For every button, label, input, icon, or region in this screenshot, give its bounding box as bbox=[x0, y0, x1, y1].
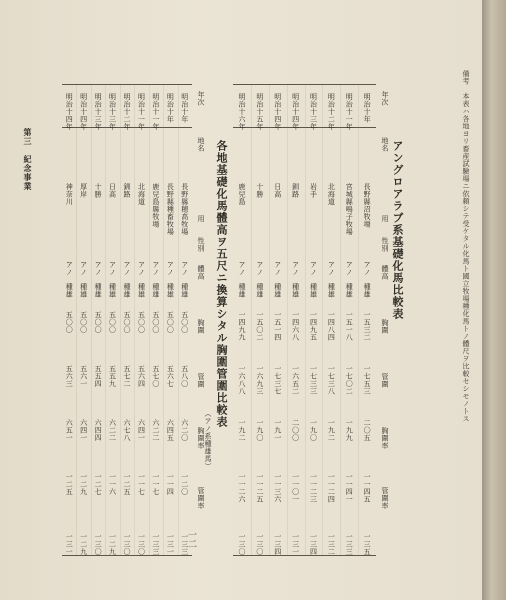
table2-cell-cannon_rate: 一三一 bbox=[65, 533, 74, 556]
table2-cell-cannon_rate: 一三〇 bbox=[137, 533, 146, 556]
table1-cell-years: 明治十四年 bbox=[291, 93, 300, 131]
table2-cell-use: アノ bbox=[180, 261, 189, 276]
table2-cell-cannon: 六二二 bbox=[151, 419, 160, 442]
table2 bbox=[62, 84, 205, 556]
table2-title: 各地基礎化馬體高ヲ五尺ニ換算シタル胸圍管圍比較表 bbox=[215, 140, 228, 428]
table2-cell-places: 厚岸 bbox=[79, 183, 88, 198]
table2-cell-sex: 種雄 bbox=[180, 283, 189, 298]
table1-cell-years: 明治十六年 bbox=[237, 93, 246, 131]
table1-title: アングロアラブ系基礎化馬比較表 bbox=[391, 140, 404, 320]
table1-cell-places: 釧路 bbox=[291, 183, 300, 198]
table2-cell-places: 長野縣穂高牧場 bbox=[180, 183, 189, 236]
table1-cell-cannon: 一九一 bbox=[273, 419, 282, 442]
table2-col-divider bbox=[91, 85, 92, 555]
table1-col-divider bbox=[269, 85, 270, 555]
table1-cell-girth: 一六九三 bbox=[255, 365, 264, 395]
table2-cell-cannon: 六七八 bbox=[123, 419, 131, 442]
table1-cell-cannon_rate: 一三四 bbox=[273, 533, 282, 556]
table1-cell-places: 宮城縣鳴子牧場 bbox=[345, 183, 354, 236]
table2-cell-cannon_rate: 一三〇 bbox=[94, 533, 103, 556]
table1-cell-sex: 種雄 bbox=[309, 283, 318, 298]
table1-cell-places: 十勝 bbox=[255, 183, 264, 198]
table1-cell-places: 日高 bbox=[273, 183, 282, 198]
table1-cell-use: アノ bbox=[291, 261, 300, 276]
table2-cell-girth: 五六七 bbox=[166, 365, 175, 388]
table2-cell-height: 五〇〇 bbox=[137, 311, 146, 334]
table2-cell-use: アノ bbox=[166, 261, 175, 276]
table2-cell-sex: 種雄 bbox=[79, 283, 88, 298]
table1-cell-girth_rate: 一一四五 bbox=[363, 473, 372, 503]
table2-cell-girth_rate: 一一七 bbox=[137, 473, 146, 496]
table1-header-7: 胸圍率 bbox=[381, 427, 389, 450]
table2-cell-years: 明治十四年 bbox=[65, 93, 74, 131]
table2-cell-height: 五〇〇 bbox=[123, 311, 131, 334]
table2-col-divider bbox=[120, 85, 121, 555]
table1-cell-sex: 種雄 bbox=[237, 283, 246, 298]
table1-cell-girth: 一七五三 bbox=[363, 365, 372, 395]
table2-cell-use: アノ bbox=[94, 261, 103, 276]
table2-cell-girth: 五八〇 bbox=[180, 365, 189, 388]
table1-cell-girth: 一六八八 bbox=[237, 365, 246, 395]
table2-cell-girth_rate: 一一四 bbox=[166, 473, 175, 496]
table2-cell-cannon: 六四一 bbox=[79, 419, 88, 442]
table1-cell-cannon: 一九〇 bbox=[255, 419, 264, 442]
table2-cell-use: アノ bbox=[108, 261, 117, 276]
table2-cell-cannon_rate: 一三一 bbox=[166, 533, 175, 556]
table1-cell-girth_rate: 一一三六 bbox=[273, 473, 282, 503]
table1-cell-years: 明治十二年 bbox=[327, 93, 336, 131]
table2-cell-cannon_rate: 一三三 bbox=[151, 533, 160, 556]
table2-cell-sex: 種雄 bbox=[137, 283, 146, 298]
table1-cell-use: アノ bbox=[255, 261, 264, 276]
table1-cell-girth_rate: 一一〇一 bbox=[291, 473, 300, 503]
table1-cell-girth: 一六五二 bbox=[291, 365, 300, 395]
table2-header-6: 管圍 bbox=[197, 373, 205, 388]
table1-cell-girth_rate: 一一二五 bbox=[255, 473, 264, 503]
table2-cell-places: 十勝 bbox=[94, 183, 103, 198]
table2-cell-sex: 種雄 bbox=[166, 283, 175, 298]
table1-cell-cannon: 一九九 bbox=[345, 419, 354, 442]
table1-cell-sex: 種雄 bbox=[363, 283, 372, 298]
table2-header-7: 胸圍率 bbox=[197, 427, 205, 450]
table1-cell-years: 明治十四年 bbox=[273, 93, 282, 131]
table1-cell-years: 明治十三年 bbox=[309, 93, 318, 131]
table2-header-3: 性別 bbox=[197, 237, 205, 252]
table2-cell-height: 五〇〇 bbox=[94, 311, 103, 334]
table2-cell-use: アノ bbox=[65, 261, 74, 276]
table1-cell-height: 一四九九 bbox=[237, 311, 246, 341]
table2-header-4: 體高 bbox=[197, 265, 205, 280]
remark-note: 備考 本表ハ各地ヨリ畜産試驗場ニ依頼シテ受ケタル化馬ト國立牧場種化馬トノ體尺ヲ比較セシモノトス bbox=[462, 70, 470, 423]
table2-col-divider bbox=[105, 85, 106, 555]
table2-cell-girth_rate: 一二五 bbox=[123, 473, 131, 496]
table2-cell-years: 明治十三年 bbox=[108, 93, 117, 131]
table1-cell-cannon: 二〇〇 bbox=[291, 419, 300, 442]
table1-header-8: 管圍率 bbox=[381, 487, 389, 510]
table1-cell-cannon_rate: 一三二 bbox=[327, 533, 336, 556]
page-number: 一二 bbox=[186, 530, 196, 548]
table1-cell-years: 明治十五年 bbox=[255, 93, 264, 131]
table2-cell-cannon_rate: 一二九 bbox=[79, 533, 88, 556]
table1-cell-places: 鹿兒島 bbox=[237, 183, 246, 206]
table2-header-0: 年次 bbox=[197, 91, 205, 106]
table2-cell-girth: 五六四 bbox=[137, 365, 146, 388]
table1-header-0: 年次 bbox=[381, 91, 389, 106]
table1-cell-sex: 種雄 bbox=[327, 283, 336, 298]
table1-header-4: 體高 bbox=[381, 265, 389, 280]
table1-cell-sex: 種雄 bbox=[273, 283, 282, 298]
table1-cell-use: アノ bbox=[345, 261, 354, 276]
table1-cell-sex: 種雄 bbox=[345, 283, 354, 298]
table1-cell-girth: 一七三七 bbox=[273, 365, 282, 395]
table1-col-divider bbox=[340, 85, 341, 555]
table2-header-5: 胸圍 bbox=[197, 319, 205, 334]
table1-header-6: 管圍 bbox=[381, 373, 389, 388]
table2-col-divider bbox=[178, 85, 179, 555]
table2-cell-years: 明治十一年 bbox=[151, 93, 160, 131]
table2-cell-cannon: 六二二 bbox=[108, 419, 117, 442]
table1-cell-height: 一五一八 bbox=[345, 311, 354, 341]
table1-cell-years: 明治十年 bbox=[363, 93, 372, 123]
table2-cell-cannon_rate: 一三三 bbox=[180, 533, 189, 556]
table1-cell-height: 一五〇二 bbox=[255, 311, 264, 341]
table2-cell-height: 五〇〇 bbox=[65, 311, 74, 334]
table2-cell-years: 明治十年 bbox=[166, 93, 175, 123]
table1-cell-cannon: 一九二 bbox=[237, 419, 246, 442]
table2-cell-girth_rate: 一二九 bbox=[79, 473, 88, 496]
table2-cell-girth_rate: 一二五 bbox=[65, 473, 74, 496]
table2-cell-girth_rate: 一一六 bbox=[108, 473, 117, 496]
table2-cell-cannon: 六四四 bbox=[94, 419, 103, 442]
table2-cell-girth_rate: 一二七 bbox=[94, 473, 103, 496]
table2-cell-years: 明治十一年 bbox=[137, 93, 146, 131]
table2-cell-girth: 五六三 bbox=[65, 365, 74, 388]
table2-cell-sex: 種雄 bbox=[65, 283, 74, 298]
table2-cell-years: 明治十年 bbox=[180, 93, 189, 123]
table1-col-divider bbox=[322, 85, 323, 555]
table1-cell-girth: 一七三三 bbox=[309, 365, 318, 395]
table1-cell-sex: 種雄 bbox=[291, 283, 300, 298]
table2-cell-places: 長野縣種畜牧場 bbox=[166, 183, 175, 236]
table1-col-divider bbox=[287, 85, 288, 555]
table1-cell-use: アノ bbox=[363, 261, 372, 276]
table1 bbox=[233, 84, 389, 556]
table1-cell-height: 一五一四 bbox=[273, 311, 282, 341]
table2-cell-places: 日高 bbox=[108, 183, 117, 198]
table2-cell-height: 五〇〇 bbox=[151, 311, 160, 334]
table2-cell-use: アノ bbox=[137, 261, 146, 276]
table1-cell-years: 明治十一年 bbox=[345, 93, 354, 131]
table1-cell-use: アノ bbox=[309, 261, 318, 276]
table1-cell-use: アノ bbox=[327, 261, 336, 276]
table2-cell-height: 五〇〇 bbox=[180, 311, 189, 334]
table1-cell-sex: 種雄 bbox=[255, 283, 264, 298]
table2-cell-height: 五〇〇 bbox=[79, 311, 88, 334]
table2-col-divider bbox=[149, 85, 150, 555]
table1-cell-cannon_rate: 一三〇 bbox=[255, 533, 264, 556]
table2-cell-height: 五〇〇 bbox=[166, 311, 175, 334]
table2-cell-places: 鹿兒島縣牧場 bbox=[151, 183, 160, 228]
table2-cell-places: 釧路 bbox=[123, 183, 131, 198]
table1-col-divider bbox=[251, 85, 252, 555]
table1-cell-cannon_rate: 一三三 bbox=[345, 533, 354, 556]
table2-cell-places: 北海道 bbox=[137, 183, 146, 206]
table2-header-8: 管圍率 bbox=[197, 487, 205, 510]
table1-cell-girth_rate: 一一二三 bbox=[309, 473, 318, 503]
table1-col-divider bbox=[358, 85, 359, 555]
table2-cell-cannon: 六四一 bbox=[137, 419, 146, 442]
table2-cell-years: 明治十四年 bbox=[79, 93, 88, 131]
table1-header-2: 用 bbox=[381, 215, 389, 223]
table1-cell-places: 長野縣沼牧場 bbox=[363, 183, 372, 228]
table2-cell-places: 神奈川 bbox=[65, 183, 74, 206]
table1-cell-height: 一四八四 bbox=[327, 311, 336, 341]
table2-header-2: 用 bbox=[197, 215, 205, 223]
table2-cell-girth: 五五四 bbox=[94, 365, 103, 388]
table2-cell-girth: 五六一 bbox=[79, 365, 88, 388]
table2-cell-cannon: 六五一 bbox=[65, 419, 74, 442]
table1-cell-places: 岩手 bbox=[309, 183, 318, 198]
table1-cell-girth_rate: 一一二六 bbox=[237, 473, 246, 503]
table2-col-divider bbox=[134, 85, 135, 555]
table1-col-divider bbox=[305, 85, 306, 555]
table2-cell-height: 五〇〇 bbox=[108, 311, 117, 334]
table1-cell-cannon_rate: 一三五 bbox=[363, 533, 372, 556]
table2-cell-years: 明治十三年 bbox=[94, 93, 103, 131]
table2-cell-sex: 種雄 bbox=[151, 283, 160, 298]
table2-cell-sex: 種雄 bbox=[108, 283, 117, 298]
table1-cell-girth_rate: 一一二四 bbox=[327, 473, 336, 503]
table1-cell-height: 一四九五 bbox=[309, 311, 318, 341]
table1-cell-cannon_rate: 一三四 bbox=[309, 533, 318, 556]
table2-cell-girth: 五七〇 bbox=[151, 365, 160, 388]
table2-col-divider bbox=[76, 85, 77, 555]
table2-col-divider bbox=[163, 85, 164, 555]
table1-header-5: 胸圍 bbox=[381, 319, 389, 334]
table1-cell-cannon: 一九〇 bbox=[309, 419, 318, 442]
table2-cell-cannon_rate: 一三〇 bbox=[123, 533, 131, 556]
table2-cell-girth_rate: 一一七 bbox=[151, 473, 160, 496]
table1-cell-use: アノ bbox=[273, 261, 282, 276]
table1-cell-use: アノ bbox=[237, 261, 246, 276]
table2-cell-sex: 種雄 bbox=[94, 283, 103, 298]
table1-cell-girth_rate: 一一四一 bbox=[345, 473, 354, 503]
table1-cell-height: 一五三二 bbox=[363, 311, 372, 341]
table2-header-1: 地名 bbox=[197, 137, 205, 152]
table2-cell-girth: 五五九 bbox=[108, 365, 117, 388]
table1-cell-cannon: 二〇五 bbox=[363, 419, 372, 442]
table2-subtitle: （アノ系種雄馬） bbox=[204, 410, 212, 470]
table2-cell-girth: 五七二 bbox=[123, 365, 131, 388]
table2-cell-sex: 種雄 bbox=[123, 283, 131, 298]
table1-cell-cannon_rate: 一三〇 bbox=[237, 533, 246, 556]
table2-cell-cannon_rate: 一二九 bbox=[108, 533, 117, 556]
table1-cell-girth: 一七〇二 bbox=[345, 365, 354, 395]
table1-cell-girth: 一七三八 bbox=[327, 365, 336, 395]
table2-cell-girth_rate: 一二〇 bbox=[180, 473, 189, 496]
table1-cell-height: 一四六八 bbox=[291, 311, 300, 341]
table1-cell-cannon_rate: 一三一 bbox=[291, 533, 300, 556]
table1-cell-places: 北海道 bbox=[327, 183, 336, 206]
table2-cell-cannon: 六二〇 bbox=[180, 419, 189, 442]
table1-cell-cannon: 一九二 bbox=[327, 419, 336, 442]
table2-cell-use: アノ bbox=[151, 261, 160, 276]
table2-cell-use: アノ bbox=[79, 261, 88, 276]
table2-cell-use: アノ bbox=[123, 261, 131, 276]
table1-header-1: 地名 bbox=[381, 137, 389, 152]
table1-header-3: 性別 bbox=[381, 237, 389, 252]
table2-cell-cannon: 六四五 bbox=[166, 419, 175, 442]
book-spine-shadow bbox=[482, 0, 506, 600]
running-head: 第三 紀念事業 bbox=[23, 128, 33, 191]
table2-cell-years: 明治十二年 bbox=[123, 93, 131, 131]
